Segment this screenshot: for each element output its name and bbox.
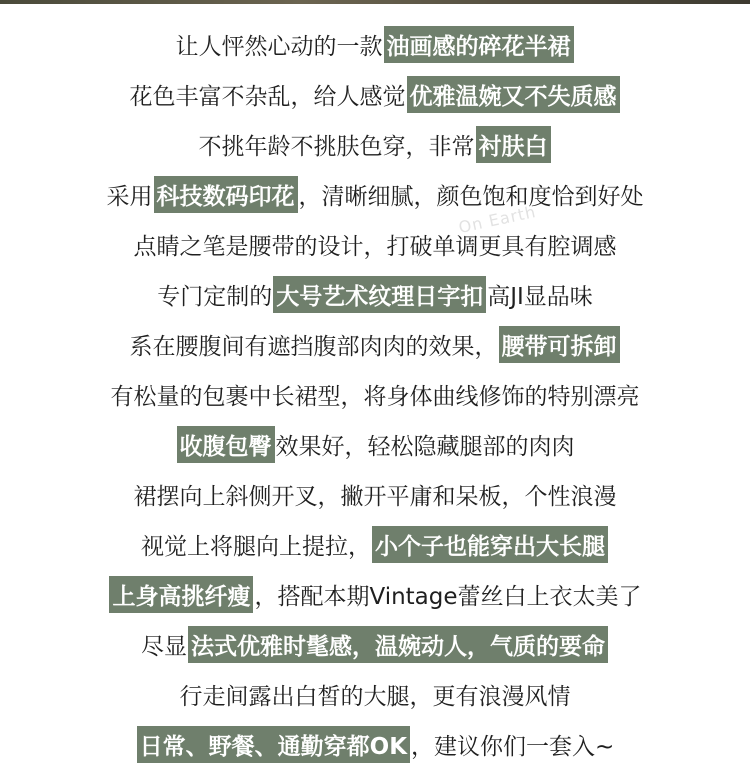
description-line xyxy=(0,719,750,769)
description-lines xyxy=(0,19,750,769)
description-line xyxy=(0,269,750,319)
highlighted-phrase: 科技数码印花 xyxy=(154,176,298,213)
description-line xyxy=(0,419,750,469)
text-segment: 高JI显品味 xyxy=(487,283,593,310)
description-line xyxy=(0,519,750,569)
description-line xyxy=(0,569,750,619)
highlighted-phrase: 法式优雅时髦感，温婉动人，气质的要命 xyxy=(188,626,608,663)
description-line xyxy=(0,69,750,119)
text-segment: 行走间露出白皙的大腿，更有浪漫风情 xyxy=(179,683,571,710)
text-segment: 点睛之笔是腰带的设计，打破单调更具有腔调感 xyxy=(133,233,617,260)
text-segment: 采用 xyxy=(106,183,153,210)
text-segment: 花色丰富不杂乱，给人感觉 xyxy=(129,83,406,110)
text-segment: ，搭配本期Vintage蕾丝白上衣太美了 xyxy=(254,583,642,610)
top-photo-strip xyxy=(0,0,750,4)
text-segment: 系在腰腹间有遮挡腹部肉肉的效果， xyxy=(129,333,498,360)
text-segment: 效果好，轻松隐藏腿部的肉肉 xyxy=(275,433,575,460)
highlighted-phrase: 日常、野餐、通勤穿都OK xyxy=(137,726,410,763)
text-segment: ，建议你们一套入~ xyxy=(411,733,615,760)
highlighted-phrase: 大号艺术纹理日字扣 xyxy=(273,276,486,313)
highlighted-phrase: 衬肤白 xyxy=(476,126,551,163)
highlighted-phrase: 小个子也能穿出大长腿 xyxy=(372,526,608,563)
description-line xyxy=(0,119,750,169)
text-segment: 让人怦然心动的一款 xyxy=(175,33,383,60)
description-line xyxy=(0,619,750,669)
text-segment: 视觉上将腿向上提拉， xyxy=(141,533,371,560)
text-segment: 不挑年龄不挑肤色穿，非常 xyxy=(198,133,475,160)
description-line xyxy=(0,19,750,69)
description-line xyxy=(0,319,750,369)
highlighted-phrase: 收腹包臀 xyxy=(177,426,275,463)
description-line xyxy=(0,219,750,269)
text-segment: 尽显 xyxy=(141,633,187,660)
text-segment: 专门定制的 xyxy=(157,283,273,310)
text-segment: 有松量的包裹中长裙型，将身体曲线修饰的特别漂亮 xyxy=(110,383,640,410)
text-segment: 裙摆向上斜侧开叉，撇开平庸和呆板，个性浪漫 xyxy=(133,483,617,510)
highlighted-phrase: 上身高挑纤瘦 xyxy=(109,576,253,613)
description-line xyxy=(0,669,750,719)
description-line xyxy=(0,369,750,419)
text-segment: ，清晰细腻，颜色饱和度恰到好处 xyxy=(298,183,644,210)
description-line xyxy=(0,469,750,519)
watermark: On Earth xyxy=(456,202,538,237)
highlighted-phrase: 腰带可拆卸 xyxy=(499,326,620,363)
highlighted-phrase: 优雅温婉又不失质感 xyxy=(407,76,620,113)
highlighted-phrase: 油画感的碎花半裙 xyxy=(384,26,574,63)
description-line xyxy=(0,169,750,219)
